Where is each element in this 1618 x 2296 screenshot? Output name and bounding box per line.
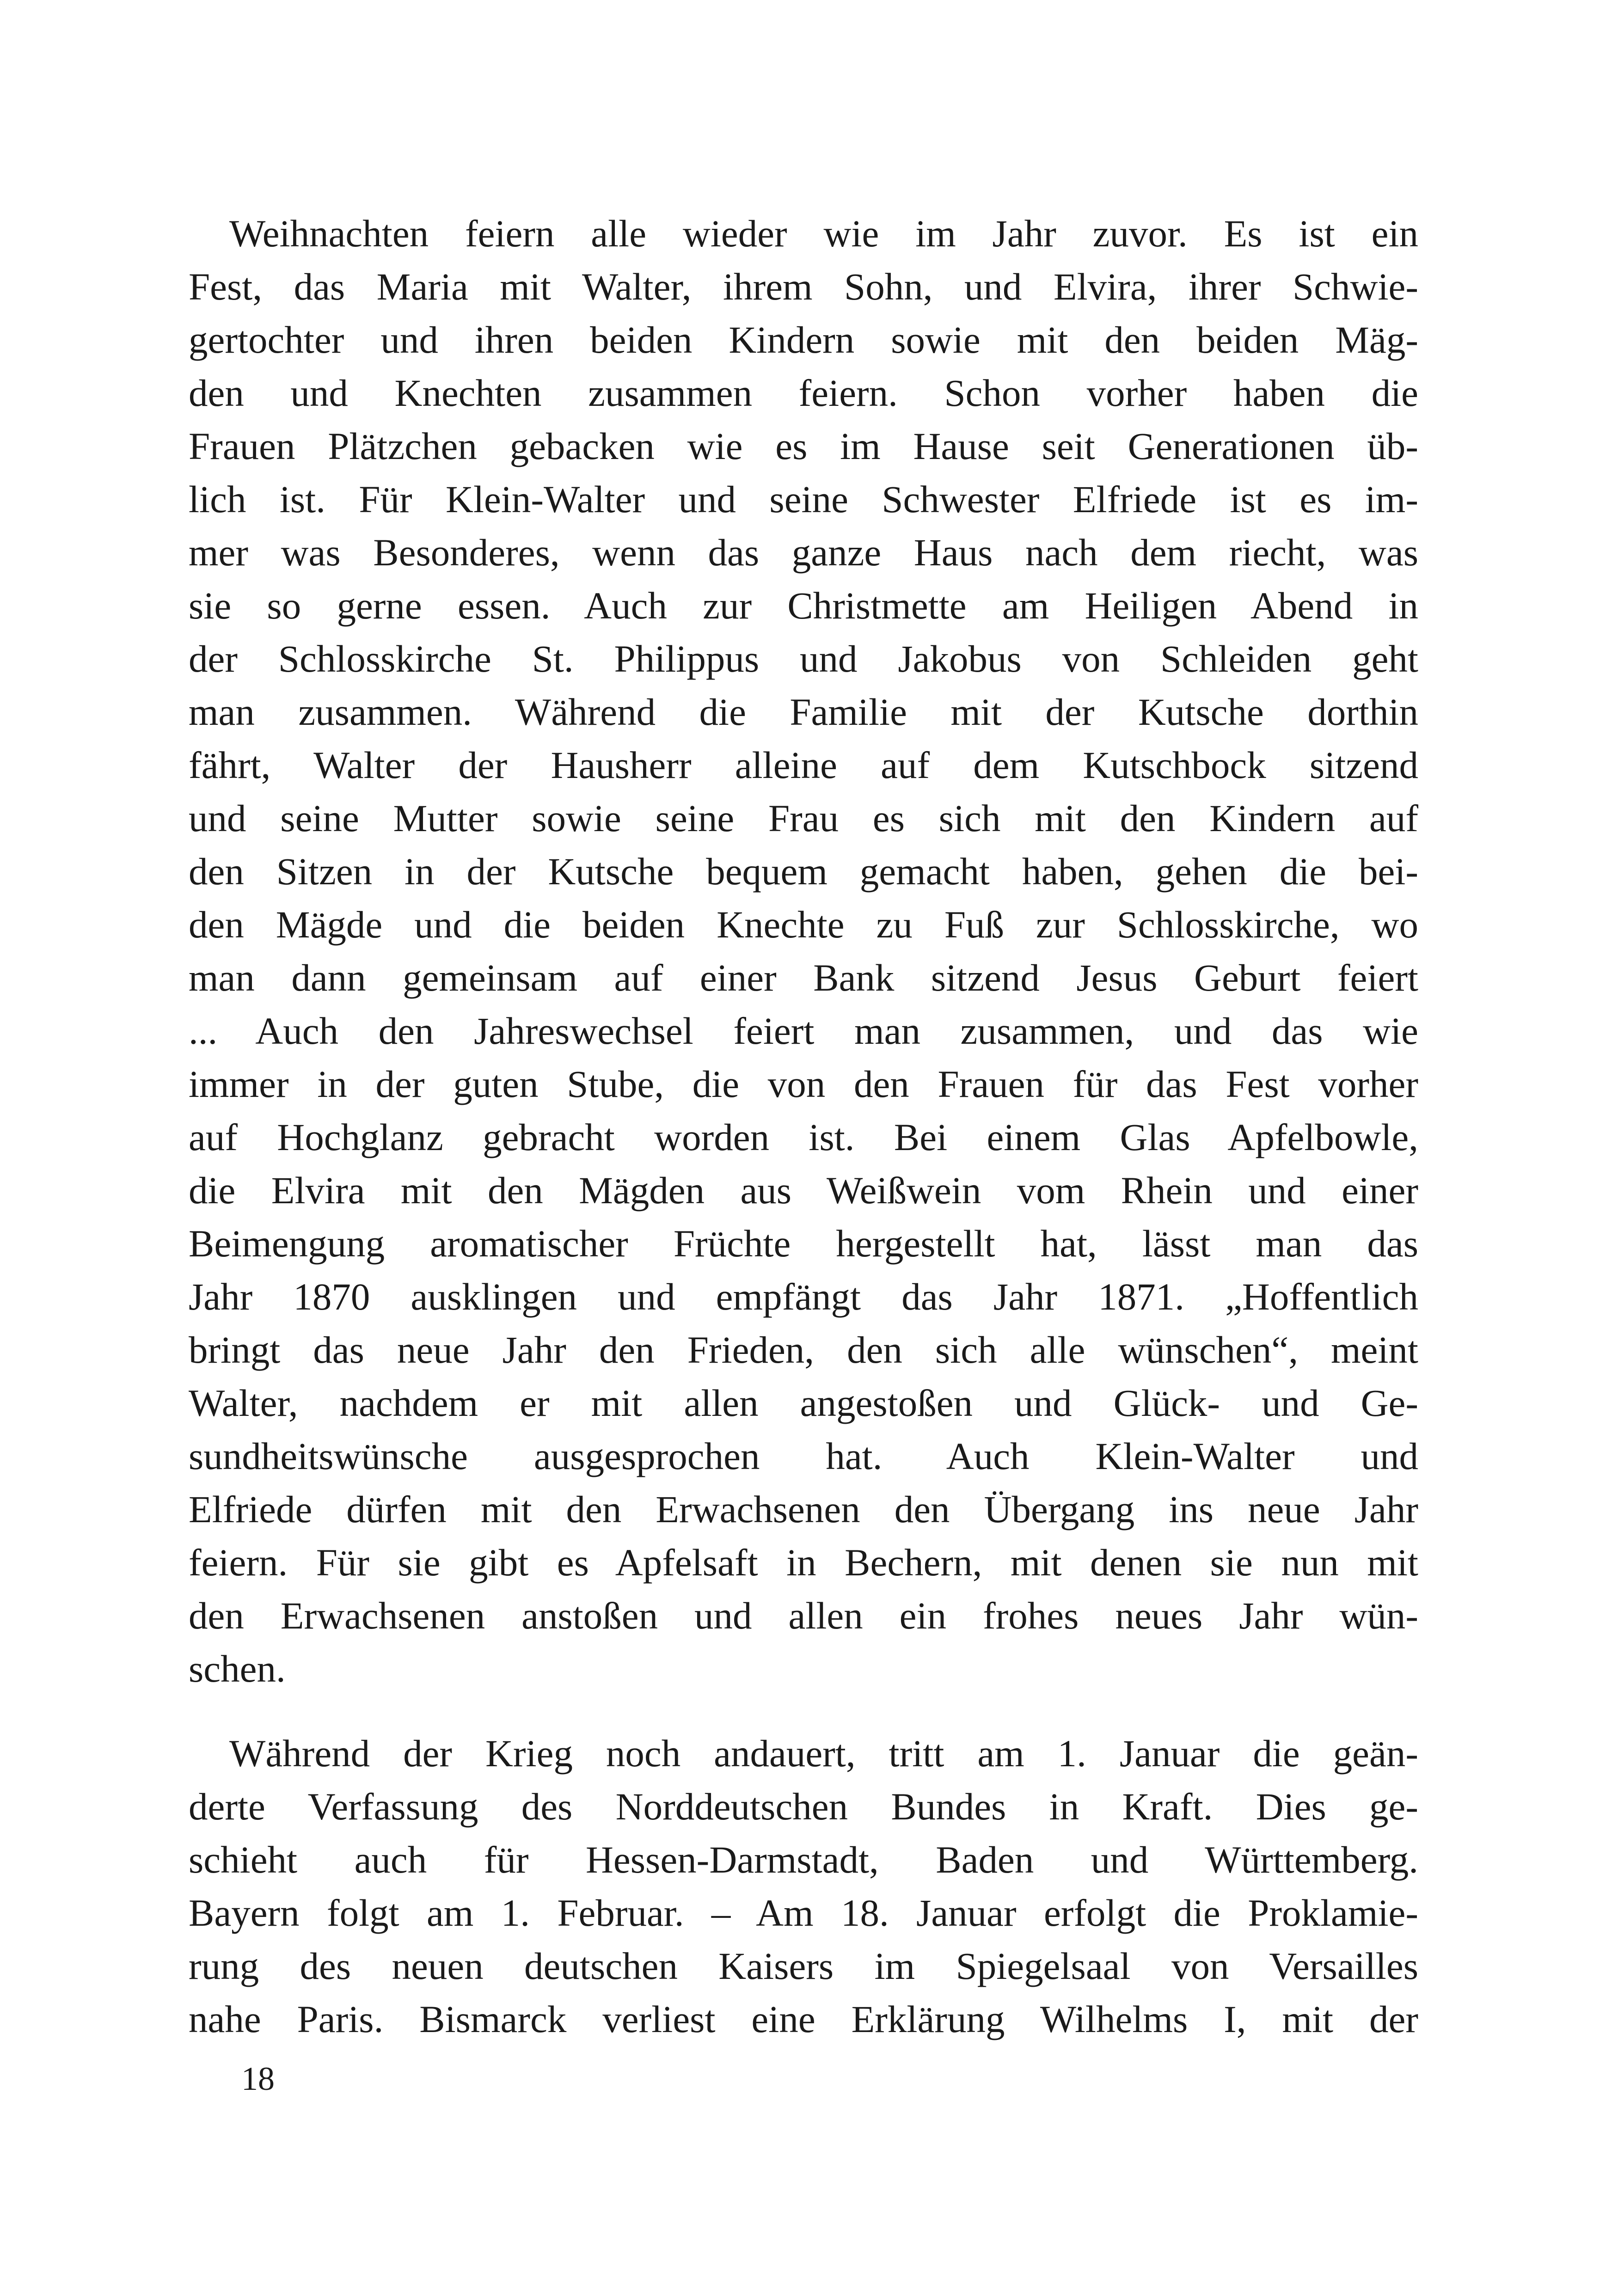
text-line: immer in der guten Stube, die von den Frauen für das Fest vorher — [189, 1063, 1418, 1105]
text-line: Elfriede dürfen mit den Erwachsenen den Übergang ins neue Jahr — [189, 1488, 1418, 1531]
text-line: man zusammen. Während die Familie mit der Kutsche dorthin — [189, 691, 1418, 733]
text-line: Bayern folgt am 1. Februar. – Am 18. Januar erfolgt die Proklamie- — [189, 1892, 1418, 1934]
text-line: bringt das neue Jahr den Frieden, den sich alle wünschen“, meint — [189, 1329, 1418, 1371]
text-line: Während der Krieg noch andauert, tritt am 1. Januar die geän- — [229, 1732, 1418, 1775]
page-number: 18 — [241, 2060, 275, 2097]
text-line: die Elvira mit den Mägden aus Weißwein vom Rhein und einer — [189, 1169, 1418, 1212]
text-line: nahe Paris. Bismarck verliest eine Erklärung Wilhelms I, mit der — [189, 1998, 1418, 2040]
text-line: Frauen Plätzchen gebacken wie es im Hause seit Generationen üb- — [189, 425, 1418, 467]
text-line: sie so gerne essen. Auch zur Christmette am Heiligen Abend in — [189, 584, 1418, 627]
text-line: man dann gemeinsam auf einer Bank sitzend Jesus Geburt feiert — [189, 956, 1418, 999]
text-line: feiern. Für sie gibt es Apfelsaft in Bechern, mit denen sie nun mit — [189, 1541, 1418, 1584]
text-line: sundheitswünsche ausgesprochen hat. Auch Klein-Walter und — [189, 1435, 1418, 1477]
paragraph-christmas — [189, 207, 1418, 1696]
text-line: schen. — [189, 1647, 286, 1690]
body-text — [189, 207, 1418, 2046]
text-line: rung des neuen deutschen Kaisers im Spiegelsaal von Versailles — [189, 1945, 1418, 1987]
text-line: auf Hochglanz gebracht worden ist. Bei einem Glas Apfelbowle, — [189, 1116, 1418, 1158]
text-line: Beimengung aromatischer Früchte hergestellt hat, lässt man das — [189, 1222, 1418, 1265]
text-line: und seine Mutter sowie seine Frau es sich mit den Kindern auf — [189, 797, 1418, 839]
text-line: den und Knechten zusammen feiern. Schon vorher haben die — [189, 372, 1418, 414]
text-line: schieht auch für Hessen-Darmstadt, Baden und Württemberg. — [189, 1838, 1418, 1881]
text-line: der Schlosskirche St. Philippus und Jakobus von Schleiden geht — [189, 637, 1418, 680]
paragraph-constitution — [189, 1727, 1418, 2046]
text-line: den Mägde und die beiden Knechte zu Fuß zur Schlosskirche, wo — [189, 903, 1418, 946]
text-line: Jahr 1870 ausklingen und empfängt das Jahr 1871. „Hoffentlich — [189, 1275, 1418, 1318]
text-line: ... Auch den Jahreswechsel feiert man zusammen, und das wie — [189, 1010, 1418, 1052]
text-line: fährt, Walter der Hausherr alleine auf dem Kutschbock sitzend — [189, 744, 1418, 786]
text-line: derte Verfassung des Norddeutschen Bundes in Kraft. Dies ge- — [189, 1785, 1418, 1828]
text-line: Fest, das Maria mit Walter, ihrem Sohn, und Elvira, ihrer Schwie- — [189, 265, 1418, 308]
text-line: lich ist. Für Klein-Walter und seine Schwester Elfriede ist es im- — [189, 478, 1418, 520]
text-line: den Sitzen in der Kutsche bequem gemacht haben, gehen die bei- — [189, 850, 1418, 893]
text-line: Walter, nachdem er mit allen angestoßen und Glück- und Ge- — [189, 1382, 1418, 1424]
text-line: Weihnachten feiern alle wieder wie im Jahr zuvor. Es ist ein — [229, 212, 1418, 255]
text-line: den Erwachsenen anstoßen und allen ein frohes neues Jahr wün- — [189, 1594, 1418, 1637]
text-line: mer was Besonderes, wenn das ganze Haus nach dem riecht, was — [189, 531, 1418, 574]
text-line: gertochter und ihren beiden Kindern sowie mit den beiden Mäg- — [189, 318, 1418, 361]
